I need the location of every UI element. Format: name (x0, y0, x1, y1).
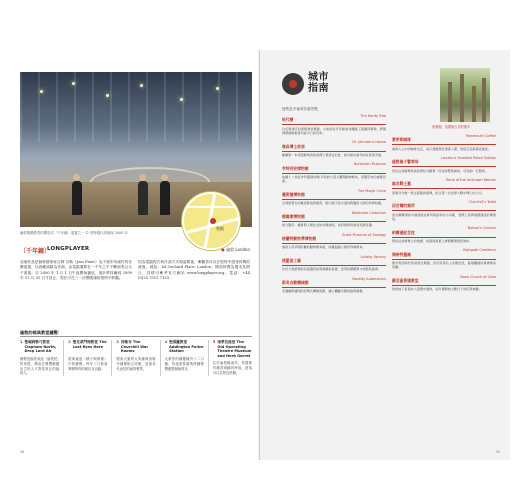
guide-entry: Grant Museum of Zoology 格蘭特動物學博物館 倫敦大學學院附屬的動物標本館，收藏超過六萬件珍稀標本。 (282, 232, 386, 250)
guide-entry: Novelty Automation 新奇自動機械館 充滿幽默諷刺的投幣式機械遊戲，讓人體驗另類的倫敦娛樂。 (282, 276, 386, 294)
bells-divider (20, 336, 252, 337)
body-column-a: 這個作品是倫敦藝術家吉姆·芬勒（Jem Finer）為千禧年所創作的音樂裝置，以西藏頌缽為音源，由電腦運算在一千年之中不斷演奏且永不重複。自 2000 年 1 月 1 日午夜開始播放，預計將持續到 2999 年 12 月 31 日才終止，現在可在三一浮標碼頭的燈塔中聆聽。 (20, 260, 132, 281)
bell-text: 位於倫敦橋南岸，每週都有練習鳴鐘的時段，遊客可以在附近聆聽。 (212, 361, 253, 375)
bell-item (116, 340, 155, 376)
guide-entry: Lullaby Factory 搖籃曲工廠 位於大奧蒙德街兒童醫院的管線藝術裝置，需用特製聽筒才能聽見旋律。 (282, 254, 386, 272)
guide-entries-column-a (282, 114, 386, 299)
guide-entry: Dr. Johnson's House 詹森博士故居 編纂第一本英語辭典的詹森博士曾居住於此，館內保存當年的家具與手稿。 (282, 140, 386, 157)
guide-entry: Monmouth Coffee 蒙茅斯咖啡 倫敦人心中的咖啡名店，每日清晨便有排隊人潮，烘焙豆品質備受推崇。 (392, 134, 496, 151)
guide-title-line2: 指南 (308, 83, 329, 94)
tree-photo-caption: 骨頭樹，英國最古老的樹木 (432, 125, 471, 129)
guide-entry: Wellcome Collection 衛爾康博物館 結合醫學、藝術與人類生活的免費展館，常設展與特展皆充滿奇趣。 (282, 210, 386, 228)
bell-item (165, 340, 204, 376)
bells-list (20, 340, 252, 376)
guide-entry: London's Smallest Police Station 倫敦最小警察局 特拉法加廣場角落的燈柱內藏著一座迷你警察崗哨，可容納一名警員。 (392, 156, 496, 173)
section-tag: 〔千年鐘〕 (20, 248, 51, 255)
bell-number: 4 (164, 340, 168, 344)
hardy-tree-photo (440, 68, 490, 122)
map-pin-icon (210, 218, 216, 224)
bells-heading: 倫敦的經典教堂鐘聲： (20, 330, 62, 335)
bell-text: 國會大廈的大笨鐘與西敏寺鐘聲相互呼應，是最具代表性的倫敦聲景。 (116, 357, 156, 371)
bell-number: 2 (68, 340, 71, 344)
guide-subtitle: 搜集更多倫敦有趣景點 (282, 107, 318, 111)
page-number-right: 49 (495, 450, 500, 454)
guide-title-line1: 城市 (308, 72, 329, 83)
bell-text: 鐘聲是倫敦東區「倫敦佬」的象徵，傳說在聲響範圍出生的人才算是真正的倫敦人。 (20, 357, 60, 376)
section-location (221, 247, 250, 253)
city-guide-header (282, 70, 372, 104)
bell-name: 聖克萊門特教堂 The Lost Ryes Here (72, 340, 107, 349)
location-dot-icon: ● (221, 247, 225, 252)
guide-entry: Hunterian Museum 亨特利安博物館 收藏十八世紀外科醫師約翰·亨特的大量人體與動物標本，是醫學史的重要見證。 (282, 162, 386, 184)
guide-entry: Tomb of the Unknown Warrior 無名戰士墓 西敏寺內唯一禁止踩踏的墓碑，紀念第一次世界大戰中陣亡的士兵。 (392, 178, 496, 195)
map-label: 聖殿 (216, 226, 224, 231)
page-number-left: 48 (20, 450, 25, 454)
guide-dot-icon (282, 73, 304, 95)
bell-name: 聖保羅教堂 Addington Police Station (169, 340, 204, 354)
bell-number: 1 (20, 340, 23, 344)
body-column-b: 因為電腦程式與作曲方式相當繁複，參觀者可以在燈塔中感受時間的流逝。地址：64 Orchard Place, London；開放時間為週末及假日，詳情可參考官方網站 www.longplayer.org。電話：+44 (0)20 7515 7153。 (138, 260, 250, 281)
bell-number: 5 (212, 340, 216, 344)
guide-entries-column-b (392, 134, 496, 297)
guide-entry: The Magic Circle 魔術圈博物館 全球最著名的魔術師協會總部，館內展示各式道具與魔術大師的珍貴收藏。 (282, 188, 386, 206)
guide-entry: The Hardy Tree 哈代樹 位於聖潘克拉斯舊教堂墓園，小說家哈代年輕時為鐵路工程搬移墓碑，將墓碑環繞樹根排列成今日的景象。 (282, 114, 386, 135)
bell-name: 聖瑪莉勒弓教堂 Clapham North, Drop Lord Air (24, 340, 57, 354)
bell-item (68, 340, 107, 376)
right-page (260, 50, 510, 460)
bell-text: 大教堂的鐘樓擁有十二口鐘，每逢重要慶典時鐘聲響徹整個倫敦市。 (164, 357, 204, 371)
guide-entry: Bone Church of Soho 蘇活區骨頭教堂 教堂地下室保存大量歷史遺骨，每年僅開放少數日子供民眾參觀。 (392, 274, 496, 292)
bell-text: 經典童謠〈橘子與檸檬〉中的鐘聲，每年三月都會舉辦特別的報佳音活動。 (68, 357, 108, 371)
bell-name: 南華克座堂 The Old Operating Theatre Museum and Herb Garret (217, 340, 252, 358)
location-label: 倫敦 London (226, 247, 250, 252)
photo-caption: 倫敦聖殿教堂的開放式「千年鐘」裝置之一 © 塔特現代美術館 2000 年 (20, 231, 128, 235)
guide-title (308, 72, 329, 94)
section-header (20, 246, 252, 256)
bell-item (213, 340, 252, 376)
bell-number: 3 (116, 340, 119, 344)
bell-item (20, 340, 59, 376)
book-spread (10, 50, 510, 460)
location-map-inset (182, 192, 240, 250)
bell-name: 西敏寺 The Churchill War Rooms (120, 340, 149, 354)
guide-entry: Churchill's Toilet 邱吉爾的廁所 邱吉爾戰情室中被偽裝成專用電話亭的小房間，實際上是與美國通話的專線室。 (392, 200, 496, 221)
guide-entry: Nelson's Column 納爾遜紀念柱 特拉法加廣場上的地標，柱頂的海軍上將俯瞰著整座城市。 (392, 226, 496, 243)
guide-entry: Highgate Cemetery 海格特墓園 維多利亞時代的哥德式墓園，馬克思等名人長眠於此，藤蔓纏繞的墓碑極具氛圍。 (392, 248, 496, 270)
left-page (10, 50, 260, 460)
section-title: LONGPLAYER (47, 246, 90, 252)
